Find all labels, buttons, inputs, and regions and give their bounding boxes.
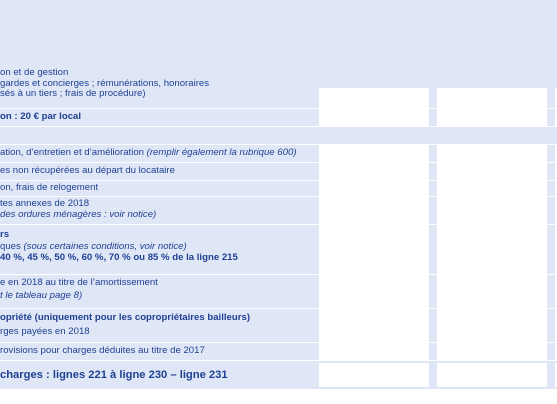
amount-input-col2[interactable] [437,181,547,197]
amount-input-col2[interactable] [437,363,547,387]
row-label: on : 20 € par local [0,111,82,122]
row-label: es non récupérées au départ du locataire [0,165,175,176]
amount-input-col1[interactable] [319,109,429,127]
amount-input-col2[interactable] [437,109,547,127]
amount-input-col2[interactable] [437,225,547,275]
amount-input-col1[interactable] [319,88,429,108]
row-label: rovisions pour charges déduites au titre de 2017 [0,345,205,356]
amount-input-col2[interactable] [437,343,547,361]
row-label: on et de gestion gardes et concierges ; rémunérations, honoraires sés à un tiers ; frais de procédure) [0,67,210,100]
amount-input-col1[interactable] [319,363,429,387]
form-row-management-fees [0,64,557,109]
amount-input-col2[interactable] [437,275,547,309]
amount-input-col2[interactable] [437,197,547,225]
row-label: on, frais de relogement [0,182,99,193]
form-row-co-ownership [0,309,557,343]
amount-input-col2[interactable] [437,163,547,181]
form-row-provisions [0,343,557,361]
amount-input-col1[interactable] [319,145,429,163]
form-row-unrecovered-charges [0,163,557,181]
amount-input-col2[interactable] [437,309,547,343]
form-row-repairs [0,145,557,163]
amount-input-col1[interactable] [319,163,429,181]
form-row-relocation [0,181,557,197]
amount-input-col1[interactable] [319,275,429,309]
row-label: tes annexes de 2018 des ordures ménagères : voir notice) [0,198,157,220]
form-row-annex-taxes [0,197,557,225]
form-row-total-charges [0,361,557,389]
amount-input-col2[interactable] [437,88,547,108]
amount-input-col1[interactable] [319,197,429,225]
spacer-row [0,127,557,145]
row-label: opriété (uniquement pour les copropriétaires bailleurs) rges payées en 2018 [0,312,251,337]
page-bottom-margin [0,389,557,404]
row-label: ation, d’entretien et d’amélioration (remplir également la rubrique 600) [0,147,297,158]
form-row-depreciation [0,275,557,309]
row-label: rs ques (sous certaines conditions, voir notice) 40 %, 45 %, 50 %, 60 %, 70 % ou 85 % de la ligne 215 [0,229,238,264]
form-row-loan-interest [0,225,557,275]
amount-input-col1[interactable] [319,309,429,343]
form-row-flat-fee [0,109,557,127]
amount-input-col2[interactable] [437,145,547,163]
row-label: e en 2018 au titre de l’amortissement t le tableau page 8) [0,277,158,301]
amount-input-col1[interactable] [319,181,429,197]
row-label: charges : lignes 221 à ligne 230 – ligne 231 [0,369,228,381]
amount-input-col1[interactable] [319,225,429,275]
amount-input-col1[interactable] [319,343,429,361]
